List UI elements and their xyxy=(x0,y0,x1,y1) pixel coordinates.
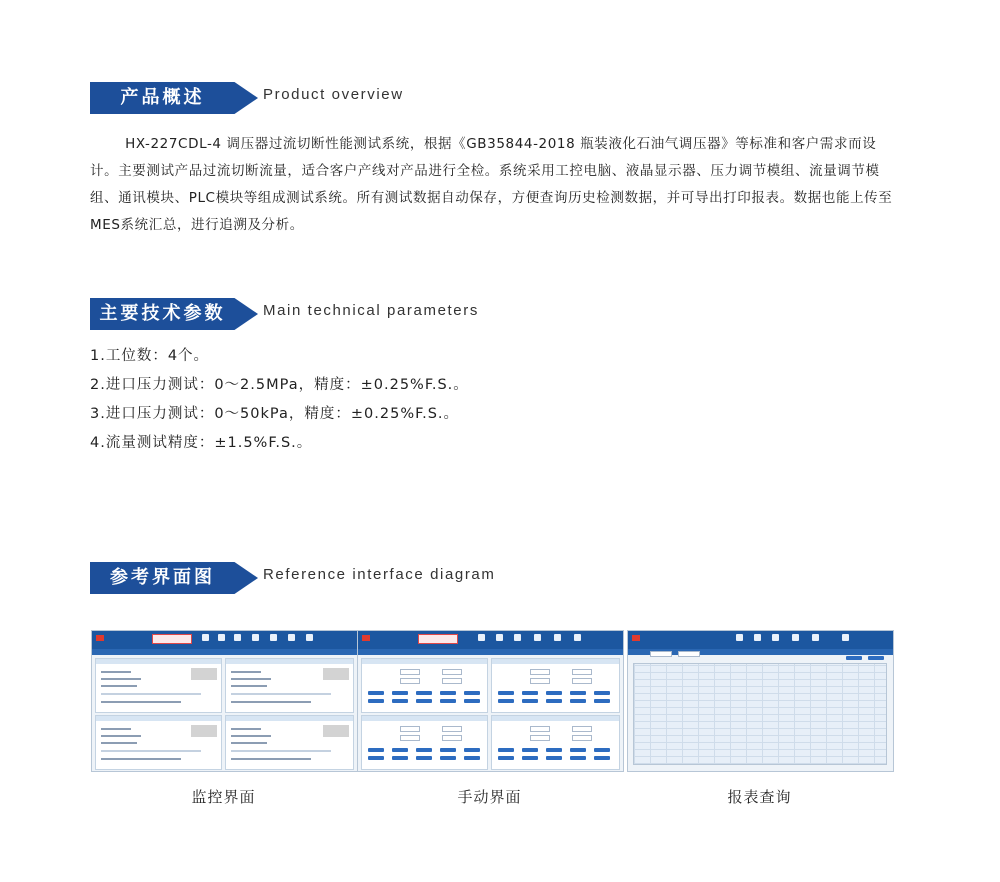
toolbar-icon xyxy=(478,634,485,641)
toolbar-icon xyxy=(842,634,849,641)
logo-icon xyxy=(632,635,640,641)
toolbar-icon xyxy=(772,634,779,641)
section-title-en: Product overview xyxy=(263,86,404,103)
manual-panel-2 xyxy=(491,658,620,713)
toolbar-icon xyxy=(574,634,581,641)
logo-icon xyxy=(362,635,370,641)
status-box xyxy=(191,725,217,737)
screen-subtitle-bar xyxy=(92,649,357,655)
screen-subtitle-bar xyxy=(358,649,623,655)
station-panel-2 xyxy=(225,658,354,713)
parameter-item: 2.进口压力测试：0～2.5MPa，精度：±0.25%F.S.。 xyxy=(90,377,469,393)
section-title-cn: 参考界面图 xyxy=(110,567,215,588)
toolbar-icon xyxy=(496,634,503,641)
toolbar-icon xyxy=(202,634,209,641)
section-title-en: Main technical parameters xyxy=(263,302,479,319)
query-button xyxy=(846,656,862,660)
status-box xyxy=(323,725,349,737)
query-field xyxy=(678,651,700,657)
toolbar-icon xyxy=(736,634,743,641)
screen-title-bar xyxy=(358,631,623,649)
toolbar-icon xyxy=(754,634,761,641)
parameter-list xyxy=(90,342,469,458)
toolbar-icon xyxy=(792,634,799,641)
toolbar-icon xyxy=(554,634,561,641)
parameter-item: 1.工位数：4个。 xyxy=(90,348,210,364)
caption-monitor: 监控界面 xyxy=(191,788,256,806)
caption-report: 报表查询 xyxy=(727,788,792,806)
caption-manual: 手动界面 xyxy=(457,788,522,806)
toolbar-icon xyxy=(812,634,819,641)
parameter-item: 3.进口压力测试：0～50kPa，精度：±0.25%F.S.。 xyxy=(90,406,460,422)
alert-banner xyxy=(418,634,458,644)
toolbar-icon xyxy=(514,634,521,641)
status-box xyxy=(323,668,349,680)
station-panel-3 xyxy=(95,715,222,770)
parameter-item: 4.流量测试精度：±1.5%F.S.。 xyxy=(90,435,313,451)
section-title-cn: 主要技术参数 xyxy=(99,303,226,324)
toolbar-icon xyxy=(534,634,541,641)
section-title-cn: 产品概述 xyxy=(120,87,205,108)
toolbar-icon xyxy=(218,634,225,641)
status-box xyxy=(191,668,217,680)
export-button xyxy=(868,656,884,660)
screen-title-bar xyxy=(92,631,357,649)
report-query-screenshot xyxy=(627,630,894,772)
toolbar-icon xyxy=(252,634,259,641)
overview-paragraph: HX-227CDL-4 调压器过流切断性能测试系统，根据《GB35844-2018 瓶装液化石油气调压器》等标准和客户需求而设计。主要测试产品过流切断流量，适合客户产线对产品进行全检。系统采用工控电脑、液晶显示器、压力调节模组、流量调节模组、通讯模块、PLC模块等组成测试系统。所有测试数据自动保存，方便查询历史检测数据，并可导出打印报表。数据也能上传至MES系统汇总，进行追溯及分析。 xyxy=(90,136,893,233)
manual-interface-screenshot xyxy=(357,630,624,772)
alert-banner xyxy=(152,634,192,644)
toolbar-icon xyxy=(234,634,241,641)
toolbar-icon xyxy=(306,634,313,641)
manual-panel-4 xyxy=(491,715,620,770)
manual-panel-1 xyxy=(361,658,488,713)
report-table xyxy=(633,663,887,765)
station-panel-1 xyxy=(95,658,222,713)
logo-icon xyxy=(96,635,104,641)
monitor-interface-screenshot xyxy=(91,630,358,772)
section-title-en: Reference interface diagram xyxy=(263,566,496,583)
station-panel-4 xyxy=(225,715,354,770)
toolbar-icon xyxy=(288,634,295,641)
toolbar-icon xyxy=(270,634,277,641)
query-field xyxy=(650,651,672,657)
manual-panel-3 xyxy=(361,715,488,770)
screen-title-bar xyxy=(628,631,893,649)
